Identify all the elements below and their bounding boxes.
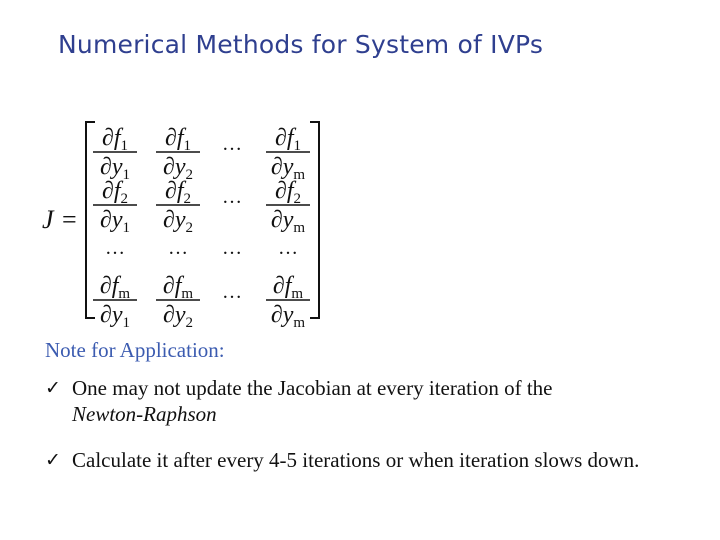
ellipsis-cell: … <box>278 237 298 259</box>
note-heading: Note for Application: <box>45 338 225 362</box>
slide-title: Numerical Methods for System of IVPs <box>58 30 544 59</box>
cell-numerator: $\partial f_1$ <box>164 125 192 154</box>
matrix-cell <box>156 125 200 183</box>
jacobian-symbol: J <box>42 205 54 234</box>
ellipsis-cell: … <box>222 237 242 259</box>
cell-denominator: $\partial y_m$ <box>270 154 306 183</box>
cell-numerator: $\partial f_1$ <box>274 125 302 154</box>
matrix-cell <box>266 178 310 236</box>
bullet-text-italic: Newton-Raphson <box>72 402 217 426</box>
cell-denominator: $\partial y_2$ <box>162 207 194 236</box>
matrix-cell <box>156 273 200 328</box>
cell-denominator: $\partial y_2$ <box>162 302 194 328</box>
cell-numerator: $\partial f_1$ <box>101 125 129 154</box>
bullet-text-main: One may not update the Jacobian at every iteration of the <box>72 376 553 400</box>
cell-numerator: $\partial f_2$ <box>164 178 192 207</box>
matrix-cell <box>93 178 137 236</box>
matrix-cell <box>93 273 137 328</box>
bullet-text: Calculate it after every 4-5 iterations or when iteration slows down. <box>72 448 640 472</box>
cell-denominator: $\partial y_m$ <box>270 207 306 236</box>
matrix-cell <box>266 125 310 183</box>
check-mark-icon: ✓ <box>45 377 61 399</box>
matrix-cell <box>93 125 137 183</box>
cell-denominator: $\partial y_1$ <box>99 154 131 183</box>
cell-denominator: $\partial y_2$ <box>162 154 194 183</box>
matrix-cell <box>156 178 200 236</box>
cell-denominator: $\partial y_1$ <box>99 207 131 236</box>
ellipsis-cell: … <box>168 237 188 259</box>
check-mark-icon: ✓ <box>45 449 61 471</box>
equals-sign: = <box>62 205 77 234</box>
note-bullet <box>45 375 685 431</box>
cell-numerator: $\partial f_m$ <box>272 273 304 302</box>
cell-numerator: $\partial f_2$ <box>101 178 129 207</box>
bullet-text <box>72 375 672 427</box>
right-bracket <box>310 122 319 318</box>
jacobian-matrix <box>0 112 340 328</box>
cell-numerator: $\partial f_m$ <box>162 273 194 302</box>
cell-numerator: $\partial f_m$ <box>99 273 131 302</box>
cell-denominator: $\partial y_m$ <box>270 302 306 328</box>
ellipsis-cell: … <box>222 281 242 303</box>
cell-denominator: $\partial y_1$ <box>99 302 131 328</box>
ellipsis-cell: … <box>105 237 125 259</box>
ellipsis-cell: … <box>222 186 242 208</box>
note-bullet <box>45 447 685 503</box>
ellipsis-cell: … <box>222 133 242 155</box>
cell-numerator: $\partial f_2$ <box>274 178 302 207</box>
matrix-cell <box>266 273 310 328</box>
